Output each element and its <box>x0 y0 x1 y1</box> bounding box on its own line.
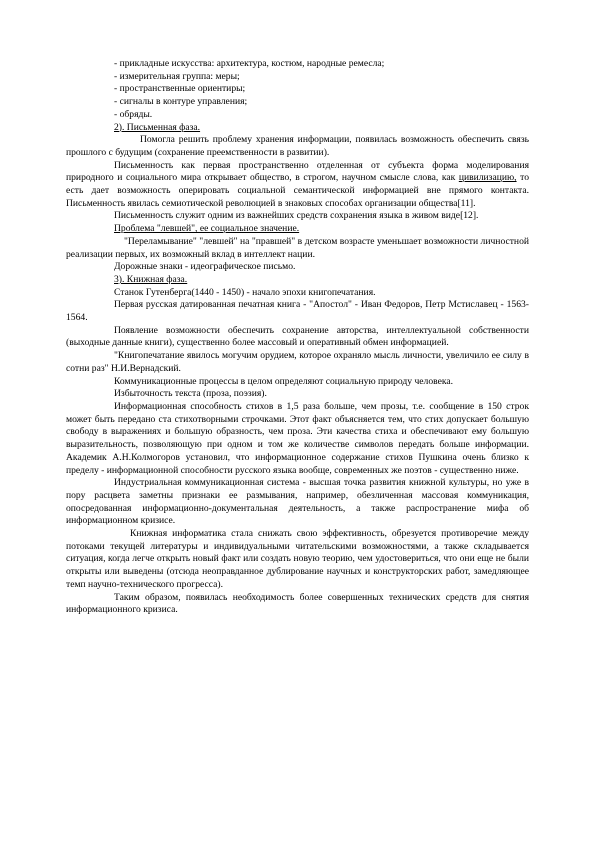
list-item: - измерительная группа: меры; <box>114 70 240 82</box>
paragraph: Станок Гутенберга(1440 - 1450) - начало эпохи книгопечатания. <box>114 286 376 298</box>
quote-paragraph: "Книгопечатание явилось могучим орудием, которое охраняло мысль личности, увеличило ее силу в сотни раз" Н.И.Вернадский. <box>66 350 529 374</box>
paragraph: Первая русская датированная печатная книга - "Апостол" - Иван Федоров, Петр Мстиславец - 1563-1564. <box>66 299 529 324</box>
list-item: - сигналы в контуре управления; <box>114 96 248 108</box>
paragraph: Дорожные знаки - идеографическое письмо. <box>114 261 296 273</box>
paragraph: Помогла решить проблему хранения информации, появилась возможность обеспечить связь прошлого с будущим (сохранение преемственности в развитии). <box>66 134 529 158</box>
paragraph: "Переламывание" "левшей" на "правшей" в детском возрасте уменьшает возможности личностной реализации первых, их возможный вклад в интеллект нации. <box>66 235 529 260</box>
list-item: - обряды. <box>114 108 153 120</box>
paragraph: Избыточность текста (проза, поэзия). <box>114 388 267 400</box>
section-heading-written: 2). Письменная фаза. <box>114 121 201 133</box>
section-heading-book: 3). Книжная фаза. <box>114 273 188 285</box>
paragraph: Появление возможности обеспечить сохранение авторства, интеллектуальной собственности (выходные данные книги), существенно более массовый и оперативный обмен информацией. <box>66 324 529 349</box>
paragraph-text: Письменность как первая пространственно отделенная от субъекта форма моделирования природного и социального мира открывает общество, в строгом, научном смысле слова, как <box>66 159 529 184</box>
list-item: - прикладные искусства: архитектура, костюм, народные ремесла; <box>114 58 385 69</box>
paragraph: Индустриальная коммуникационная система - высшая точка развития книжной культуры, но уже в пору расцвета заметны признаки ее размывания, например, обезличенная массовая коммуникация, опосредованная информационно-документальная деятельность, а также распространение мифа об информационном кризисе. <box>66 477 529 527</box>
list-item: - пространственные ориентиры; <box>114 83 246 95</box>
paragraph: Коммуникационные процессы в целом определяют социальную природу человека. <box>114 375 454 387</box>
paragraph: Письменность служит одним из важнейших средств сохранения языка в живом виде[12]. <box>114 210 479 222</box>
problem-heading: Проблема "левшей", ее социальное значение. <box>114 223 300 235</box>
paragraph <box>66 160 529 211</box>
underlined-term: цивилизацию, <box>458 172 517 184</box>
paragraph: Книжная информатика стала снижать свою эффективность, обрезуется противоречие между потоками текущей литературы и индивидуальными читательскими возможностями, а также складывается ситуация, когда легче открыть новый факт или создать новую теорию, чем удостовериться, что они еще не были открыты или выведены (отсюда неоправданное дублирование научных и конструкторских работ, замедляющее темп научно-технического прогресса). <box>66 528 529 590</box>
paragraph: Таким образом, появилась необходимость более совершенных технических средств для снятия информационного кризиса. <box>66 591 529 616</box>
paragraph: Информационная способность стихов в 1,5 раза больше, чем прозы, т.е. сообщение в 150 строк может быть передано ста стихотворными строчками. Этот факт объясняется тем, что стих допускает большую свободу в выражениях и большую образность, чем проза. Эти качества стиха и обеспечивают ему большую выразительность, позволяющую при одном и том же количестве символов передать больше информации. Академик А.Н.Колмогоров установил, что информационное содержание стихов Пушкина очень близко к пределу - информационной способности русского языка вообще, современных же поэтов - существенно ниже. <box>66 400 529 476</box>
paragraph-text: то есть дает возможность оперировать социальной семантической информацией вне прямого контакта. Письменность явилась семиотической революцией в знаковых способах организации общества[11]. <box>66 172 529 209</box>
